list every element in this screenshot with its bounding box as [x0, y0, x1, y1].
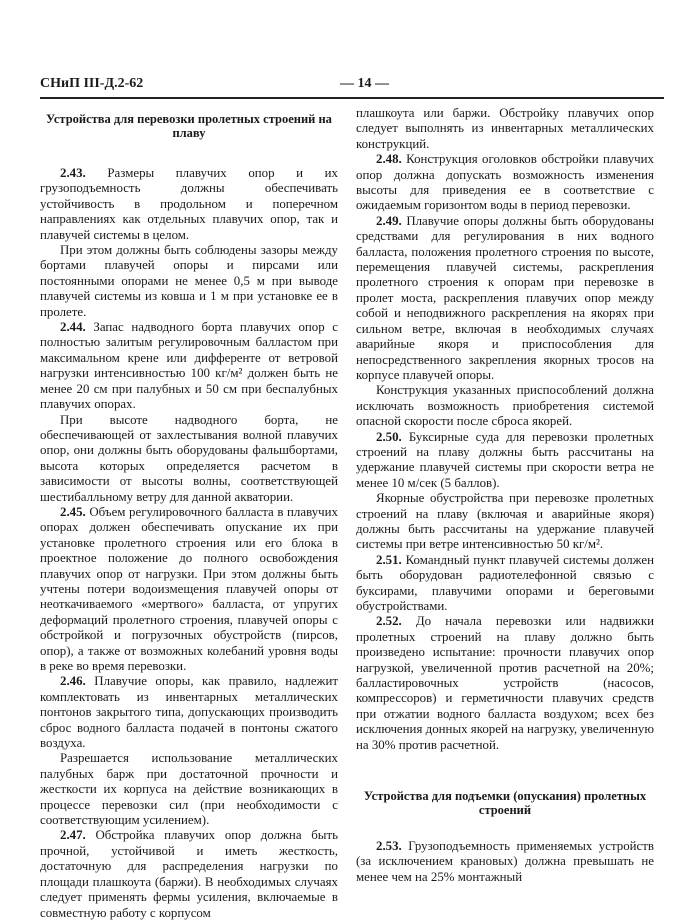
- paragraph-text: Командный пункт плавучей системы должен быть оборудован радиотелефонной связью с буксирами, плавучими опорами и береговыми обустройствами.: [356, 552, 654, 613]
- paragraph: [40, 413, 338, 505]
- paragraph: [356, 491, 654, 553]
- left-column: [40, 106, 338, 921]
- paragraph: [356, 839, 654, 885]
- paragraph: [356, 152, 654, 214]
- paragraph-text: Якорные обустройства при перевозке пролетных строений на плаву (включая и аварийные якоря) должны быть рассчитаны на удержание плавучей системы при ветре интенсивностью 50 кг/м².: [356, 491, 654, 552]
- header-rule: [40, 97, 664, 99]
- section-title: Устройства для перевозки пролетных строений на плаву: [46, 112, 332, 140]
- clause-number: 2.49.: [376, 213, 402, 228]
- paragraph-text: Плавучие опоры, как правило, надлежит комплектовать из инвентарных металлических понтонов закрытого типа, допускающих производить сброс водного балласта подачей в понтоны сжатого воздуха.: [40, 674, 338, 751]
- paragraph: [40, 320, 338, 412]
- clause-number: 2.48.: [376, 152, 402, 167]
- paragraph-text: Грузоподъемность применяемых устройств (за исключением крановых) должна превышать не менее чем на 25% монтажный: [356, 839, 654, 884]
- paragraph-text: Плавучие опоры должны быть оборудованы средствами для регулирования в них водного балласта, положения пролетного строения по высоте, перемещения плавучей системы, раскрепления пролетного строения к опорам при перевозке в пролет моста, раскрепления плавучих опор между собой и неподвижного раскрепления на якорях при сильном ветре, включая в необходимых случаях аварийные якоря и приспособления для непосредственного закрепления якорных тросов на корпусе плавучей опоры.: [356, 213, 654, 382]
- paragraph: [356, 383, 654, 429]
- paragraph-text: Объем регулировочного балласта в плавучих опорах должен обеспечивать опускание их при установке пролетного строения или его блока в проектное положение до полного освобождения плавучих опор от нагрузки. При этом должны быть учтены потери водоизмещения плавучей опоры от неоткачиваемого «мертвого» балласта, от упругих деформаций пролетного строения, плавучей опоры с обстройкой и погрузочных обустройств (пирсов, опор), а также от возможных колебаний уровня воды в реке во время перевозки.: [40, 504, 338, 673]
- clause-number: 2.50.: [376, 429, 402, 444]
- clause-number: 2.45.: [60, 504, 86, 519]
- paragraph: [40, 505, 338, 674]
- paragraph: [356, 106, 654, 152]
- paragraph: [40, 166, 338, 243]
- paragraph: [40, 243, 338, 320]
- clause-number: 2.47.: [60, 828, 86, 843]
- paragraph-text: Обстройка плавучих опор должна быть прочной, устойчивой и иметь жесткость, достаточную для распределения нагрузки по площади плашкоута (баржи). В необходимых случаях следует применять фермы усиления, включаемые в совместную работу с корпусом: [40, 828, 338, 920]
- paragraph: [40, 828, 338, 920]
- paragraph-text: При этом должны быть соблюдены зазоры между бортами плавучей опоры и пирсами или постоянными опорами не менее 0,5 м при выводе плавучей системы из ковша и 1 м при установке ее в пролете.: [40, 243, 338, 319]
- paragraph-text: Запас надводного борта плавучих опор с полностью залитым регулировочным балластом при максимальном крене или дифференте от ветровой нагрузки интенсивностью 100 кг/м² должен быть не менее 20 см при палубных и 50 см при беспалубных плавучих опорах.: [40, 320, 338, 412]
- paragraph: [356, 214, 654, 383]
- clause-number: 2.52.: [376, 614, 402, 629]
- paragraph-text: Буксирные суда для перевозки пролетных строений на плаву должны быть рассчитаны на удержание плавучей системы при скорости ветра не менее 10 м/сек (5 баллов).: [356, 429, 654, 490]
- paragraph: [356, 430, 654, 492]
- paragraph-text: При высоте надводного борта, не обеспечивающей от захлестывания волной плавучих опор, они должны быть оборудованы фальшбортами, высота которых определяется расчетом в зависимости от высоты волны, соответствующей шестибалльному ветру для данной акватории.: [40, 412, 338, 504]
- clause-number: 2.51.: [376, 552, 402, 567]
- clause-number: 2.44.: [60, 320, 86, 335]
- clause-number: 2.46.: [60, 674, 86, 689]
- document-code: СНиП III-Д.2-62: [40, 76, 144, 91]
- paragraph-text: Размеры плавучих опор и их грузоподъемность должны обеспечивать устойчивость в продольном и поперечном направлениях как отдельных плавучих опор, так и плавучей системы в целом.: [40, 166, 339, 242]
- paragraph: [356, 553, 654, 615]
- paragraph: [356, 614, 654, 753]
- page-number: — 14 —: [340, 76, 389, 91]
- paragraph-text: плашкоута или баржи. Обстройку плавучих опор следует выполнять из инвентарных металлических конструкций.: [356, 106, 654, 151]
- right-column: [356, 106, 654, 885]
- paragraph: [40, 751, 338, 828]
- paragraph: [40, 674, 338, 751]
- paragraph-text: До начала перевозки или надвижки пролетных строений на плаву должно быть произведено испытание: прочности плавучих опор нагрузкой, увеличенной против расчетной на 20%; балластировочных устройств (насосов, компрессоров) и герметичности плавучих средств при отжатии водного балласта воздухом; всех без исключения донных якорей на нагрузку, увеличенную на 30% против расчетной.: [356, 614, 654, 752]
- section-title: Устройства для подъемки (опускания) пролетных строений: [363, 789, 647, 818]
- clause-number: 2.43.: [60, 166, 86, 180]
- paragraph-text: Конструкция указанных приспособлений должна исключать возможность приобретения системой опасной скорости после сброса якорей.: [356, 383, 654, 429]
- clause-number: 2.53.: [376, 839, 402, 854]
- page-header: [40, 76, 664, 94]
- paragraph-text: Конструкция оголовков обстройки плавучих опор должна допускать возможность изменения высоты для приведения ее в соответствие с ожидаемым горизонтом воды в период перевозки.: [356, 152, 654, 213]
- paragraph-text: Разрешается использование металлических палубных барж при достаточной прочности и жесткости их корпуса на действие возникающих в процессе перевозки сил (при необходимости с соответствующим усилением).: [40, 751, 338, 828]
